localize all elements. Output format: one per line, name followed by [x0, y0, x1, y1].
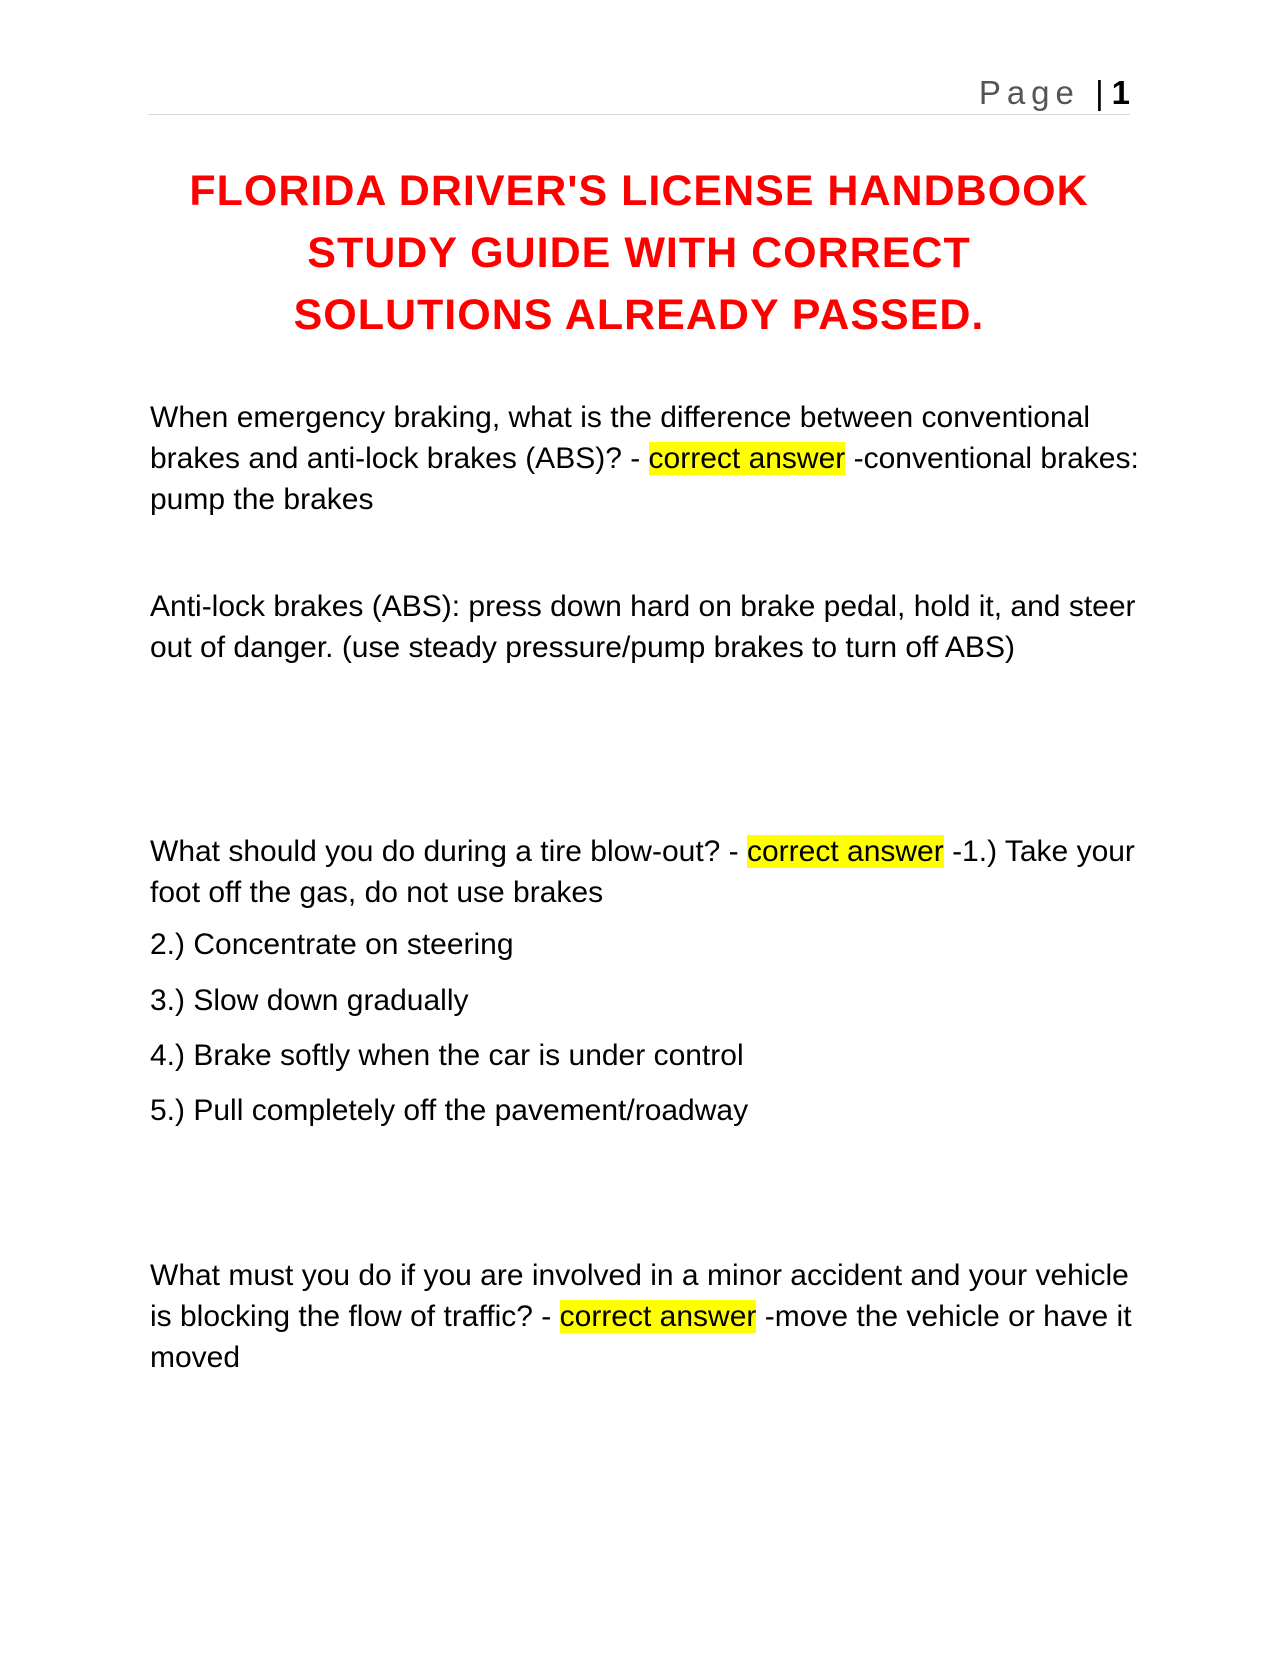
- question-1-followup: Anti-lock brakes (ABS): press down hard on brake pedal, hold it, and steer out of danger. (use steady pressure/pump brakes to turn off ABS): [150, 590, 1136, 664]
- question-3: [150, 1255, 1140, 1378]
- question-2-step-3: 3.) Slow down gradually: [150, 984, 469, 1017]
- question-2-text: What should you do during a tire blow-out? -: [150, 835, 747, 868]
- question-1: [150, 397, 1140, 520]
- question-2-answer: -1.) Take your foot off the gas, do not use brakes: [150, 835, 1135, 909]
- question-2-step-4: 4.) Brake softly when the car is under control: [150, 1039, 744, 1072]
- title-line-2: STUDY GUIDE WITH CORRECT: [307, 229, 971, 277]
- page-separator: |: [1095, 74, 1104, 111]
- title-line-3: SOLUTIONS ALREADY PASSED.: [293, 291, 985, 339]
- question-1-answer-tag: correct answer: [648, 442, 846, 475]
- page-number: [979, 76, 1130, 109]
- title-line-1: FLORIDA DRIVER'S LICENSE HANDBOOK: [189, 167, 1089, 215]
- document-title: [148, 160, 1130, 346]
- page-header: [148, 70, 1130, 115]
- question-1-text: When emergency braking, what is the difference between conventional brakes and anti-lock brakes (ABS)? -: [150, 401, 1091, 475]
- question-2-answer-tag: correct answer: [747, 835, 944, 868]
- question-3-answer: -move the vehicle or have it moved: [150, 1300, 1132, 1374]
- question-3-text: What must you do if you are involved in a minor accident and your vehicle is blocking the flow of traffic? -: [150, 1259, 1129, 1333]
- question-1-answer: -conventional brakes: pump the brakes: [150, 442, 1139, 516]
- question-2: [150, 831, 1140, 913]
- question-2-step-5: 5.) Pull completely off the pavement/roadway: [150, 1094, 749, 1127]
- page-label: Page: [978, 74, 1080, 111]
- page-number-value: 1: [1111, 74, 1130, 111]
- question-2-step-2: 2.) Concentrate on steering: [150, 928, 514, 961]
- question-3-answer-tag: correct answer: [559, 1300, 757, 1333]
